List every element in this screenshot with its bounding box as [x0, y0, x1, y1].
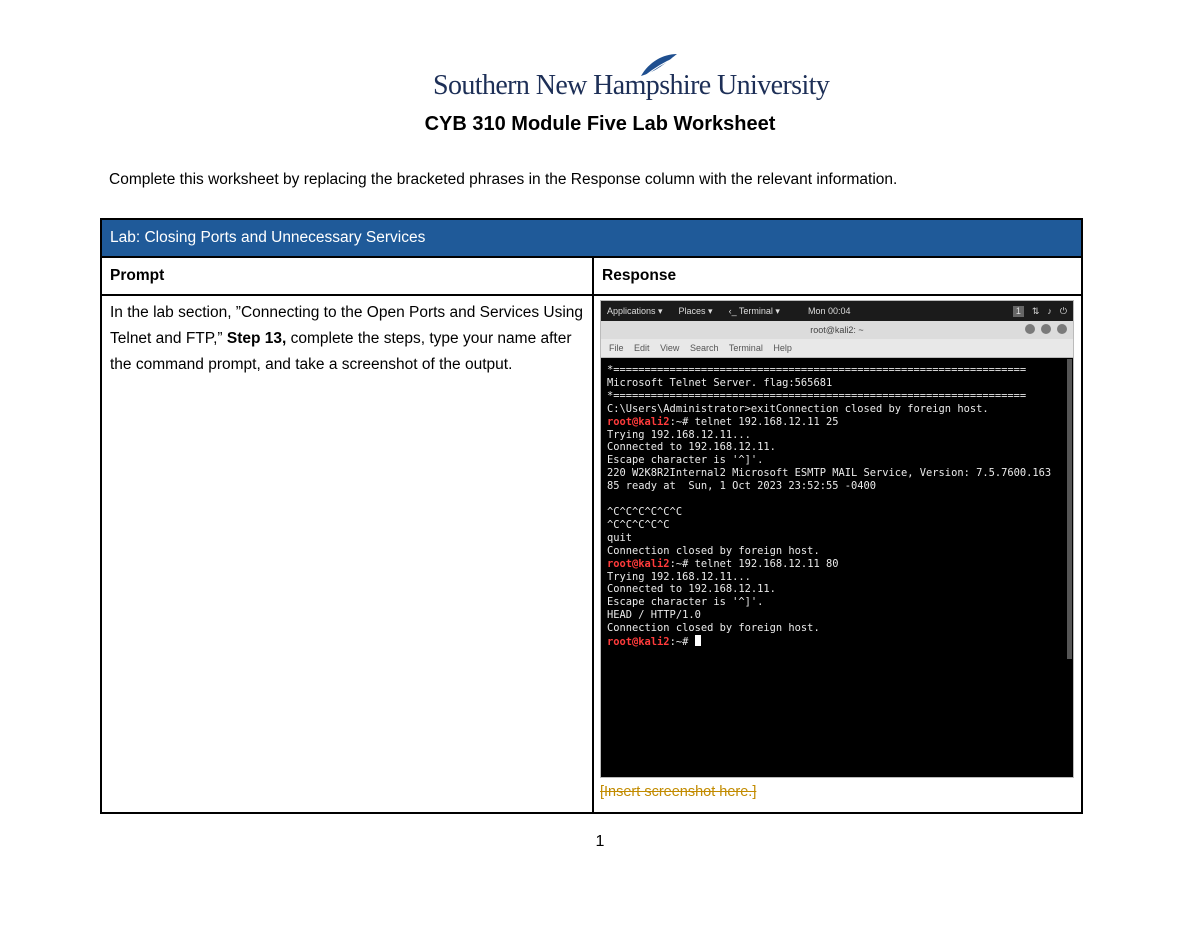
- terminal-line: [607, 364, 1067, 377]
- terminal-line: [607, 429, 1067, 442]
- terminal-text: Connected to 192.168.12.11.: [607, 441, 776, 454]
- terminal-text: [607, 493, 613, 505]
- university-name: Southern New Hampshire University: [433, 70, 830, 101]
- terminal-line: [607, 390, 1067, 403]
- terminal-menu: ‹_ Terminal ▾: [728, 305, 780, 316]
- terminal-text: Connection closed by foreign host.: [607, 622, 820, 635]
- prompt-user: root@kali2: [607, 636, 670, 649]
- terminal-text: 220 W2K8R2Internal2 Microsoft ESMTP MAIL Service, Version: 7.5.7600.163: [607, 467, 1052, 480]
- prompt-user: root@kali2: [607, 415, 670, 428]
- page-number: 1: [595, 833, 605, 850]
- prompt-step: Step 13,: [226, 330, 287, 347]
- network-icon: ⇅: [1031, 305, 1040, 316]
- terminal-text: *==================================================================: [607, 364, 1027, 376]
- workspace-indicator: 1: [1013, 306, 1024, 317]
- terminal-text: quit: [607, 531, 633, 544]
- terminal-line: [607, 403, 1067, 416]
- prompt-column-header: Prompt: [101, 257, 593, 295]
- terminal-text: Connected to 192.168.12.11.: [607, 583, 776, 596]
- minimize-icon: [1025, 324, 1035, 334]
- terminal-line: [607, 609, 1067, 622]
- terminal-scrollbar: [1067, 359, 1072, 659]
- terminal-cursor: [695, 635, 701, 646]
- terminal-line: [607, 622, 1067, 635]
- university-logo: [433, 52, 830, 104]
- maximize-icon: [1041, 324, 1051, 334]
- terminal-text: Microsoft Telnet Server. flag:565681: [607, 376, 833, 389]
- volume-icon: ♪: [1047, 305, 1052, 316]
- response-cell[interactable]: [593, 295, 1082, 813]
- terminal-text: ^C^C^C^C^C^C: [607, 505, 683, 518]
- menu-terminal: Terminal: [728, 343, 763, 353]
- terminal-line: [607, 441, 1067, 454]
- terminal-text: ^C^C^C^C^C: [607, 518, 670, 531]
- screenshot-placeholder[interactable]: [Insert screenshot here.]: [600, 784, 757, 800]
- terminal-line: [607, 558, 1067, 571]
- terminal-menubar: [601, 339, 1073, 358]
- page-title: CYB 310 Module Five Lab Worksheet: [424, 113, 776, 135]
- terminal-line: [607, 571, 1067, 584]
- terminal-text: C:\Users\Administrator>exitConnection closed by foreign host.: [607, 402, 989, 415]
- instructions: Complete this worksheet by replacing the bracketed phrases in the Response column with the relevant information.: [109, 171, 898, 188]
- terminal-line: [607, 635, 1067, 649]
- terminal-screenshot: [600, 300, 1074, 778]
- lab-table: [100, 218, 1083, 814]
- menu-file: File: [609, 343, 624, 353]
- terminal-line: [607, 545, 1067, 558]
- terminal-text: Connection closed by foreign host.: [607, 544, 820, 557]
- terminal-line: [607, 519, 1067, 532]
- terminal-line: [607, 480, 1067, 493]
- terminal-text: Trying 192.168.12.11...: [607, 570, 751, 583]
- terminal-line: [607, 532, 1067, 545]
- window-title: root@kali2: ~: [810, 325, 864, 335]
- menu-help: Help: [773, 343, 792, 353]
- prompt-text-1: In the lab section, ”Connecting to the Open Ports and Services Using Telnet and FTP,”: [110, 304, 584, 347]
- terminal-text: :~# telnet 192.168.12.11 25: [669, 415, 839, 428]
- prompt-text-2: complete the steps, type your name after the command prompt, and take a screenshot of the output.: [110, 330, 572, 373]
- terminal-text: *==================================================================: [607, 389, 1027, 402]
- close-icon: [1057, 324, 1067, 334]
- menu-view: View: [660, 343, 680, 353]
- terminal-text: HEAD / HTTP/1.0: [607, 609, 701, 622]
- terminal-output: [601, 358, 1073, 649]
- prompt-user: root@kali2: [607, 557, 670, 570]
- terminal-text: :~# telnet 192.168.12.11 80: [669, 557, 839, 570]
- section-header: Lab: Closing Ports and Unnecessary Services: [101, 219, 1082, 257]
- terminal-text: Escape character is '^]'.: [607, 596, 764, 609]
- terminal-line: [607, 506, 1067, 519]
- clock: Mon 00:04: [807, 306, 851, 316]
- terminal-text: Trying 192.168.12.11...: [607, 428, 751, 441]
- terminal-line: [607, 467, 1067, 480]
- prompt-cell: [101, 295, 593, 813]
- terminal-text: Escape character is '^]'.: [607, 454, 764, 467]
- desktop-topbar: [601, 301, 1073, 321]
- terminal-text: :~#: [669, 636, 695, 649]
- power-icon: ⏻: [1059, 305, 1067, 316]
- menu-search: Search: [689, 343, 719, 353]
- response-column-header: Response: [593, 257, 1082, 295]
- places-menu: Places ▾: [678, 305, 713, 316]
- terminal-line: [607, 583, 1067, 596]
- terminal-line: [607, 416, 1067, 429]
- menu-edit: Edit: [634, 343, 650, 353]
- terminal-line: [607, 454, 1067, 467]
- terminal-line: [607, 596, 1067, 609]
- applications-menu: Applications ▾: [607, 305, 663, 316]
- terminal-line: [607, 493, 1067, 506]
- terminal-line: [607, 377, 1067, 390]
- window-titlebar: [601, 321, 1073, 339]
- terminal-text: 85 ready at Sun, 1 Oct 2023 23:52:55 -0400: [607, 480, 876, 493]
